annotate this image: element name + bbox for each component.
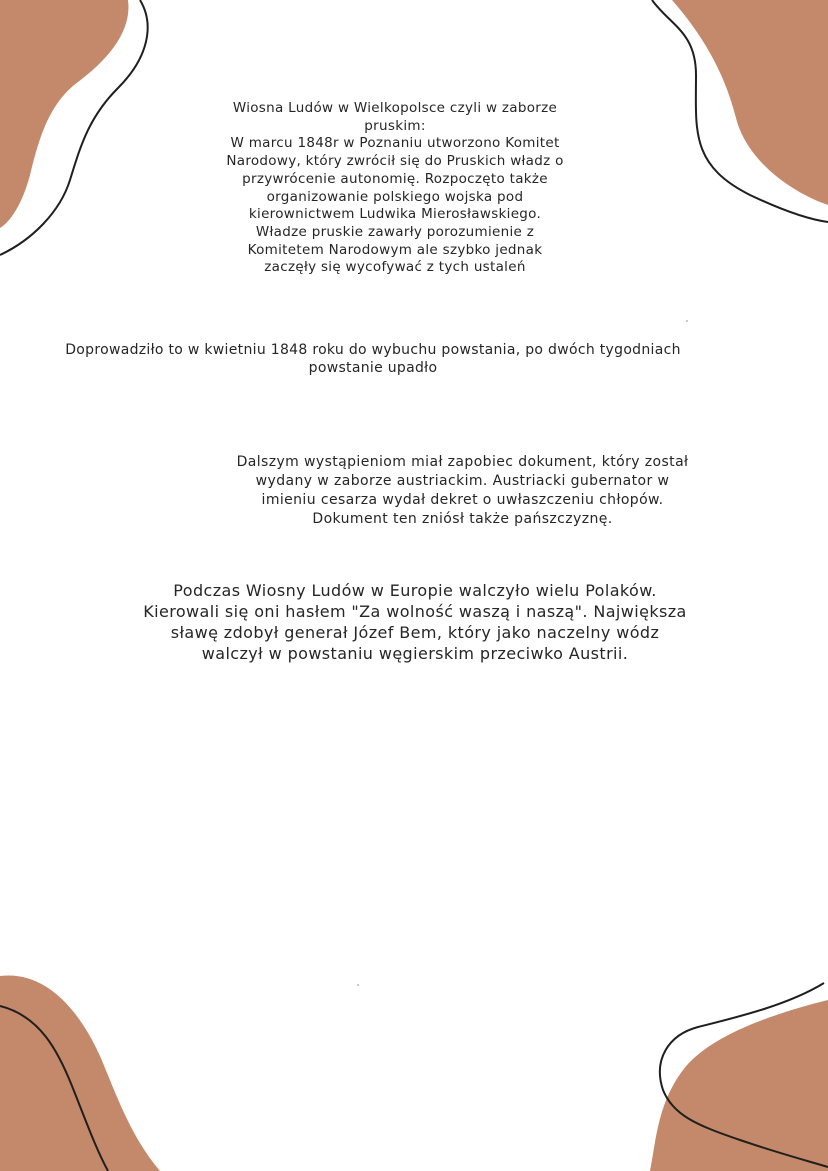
text-line: kierownictwem Ludwika Mierosławskiego. [248, 206, 542, 223]
corner-decoration-bottom-left [0, 961, 180, 1171]
corner-decoration-bottom-right [648, 975, 828, 1171]
text-line: Narodowy, który zwrócił się do Pruskich władz o [226, 153, 564, 170]
paragraph-prussian-partition [175, 100, 615, 277]
text-line: sławę zdobył generał Józef Bem, który jako naczelny wódz [170, 623, 660, 642]
corner-decoration-top-right [628, 0, 828, 240]
text-line: powstanie upadło [308, 360, 438, 376]
paragraph-europe [100, 580, 730, 664]
speck [357, 984, 359, 986]
text-line: organizowanie polskiego wojska pod [266, 188, 524, 205]
text-line: Władze pruskie zawarły porozumienie z [255, 223, 535, 240]
text-line: Wiosna Ludów w Wielkopolsce czyli w zaborze [232, 100, 558, 116]
text-line: Dalszym wystąpieniom miał zapobiec dokument, który został [236, 454, 689, 470]
paragraph-austrian-partition [190, 453, 735, 529]
text-line: pruskim: [364, 117, 426, 134]
text-line: zaczęły się wycofywać z tych ustaleń [264, 259, 526, 276]
text-line: Kierowali się oni hasłem "Za wolność waszą i naszą". Największa [143, 602, 687, 621]
corner-decoration-top-left [0, 0, 170, 270]
text-line: Komitetem Narodowym ale szybko jednak [247, 241, 543, 258]
text-line: walczył w powstaniu węgierskim przeciwko Austrii. [201, 644, 629, 663]
paragraph-uprising [8, 341, 738, 377]
text-line: wydany w zaborze austriackim. Austriacki gubernator w [255, 473, 670, 489]
text-line: przywrócenie autonomię. Rozpoczęto także [242, 170, 548, 187]
blob-shape [650, 1000, 828, 1171]
text-line: Doprowadziło to w kwietniu 1848 roku do wybuchu powstania, po dwóch tygodniach [65, 342, 681, 358]
speck [686, 320, 688, 322]
text-line: Podczas Wiosny Ludów w Europie walczyło wielu Polaków. [173, 581, 657, 600]
text-line: Dokument ten zniósł także pańszczyznę. [312, 511, 613, 527]
text-line: imieniu cesarza wydał dekret o uwłaszczeniu chłopów. [261, 492, 664, 508]
blob-shape [0, 975, 160, 1171]
text-line: W marcu 1848r w Poznaniu utworzono Komitet [230, 135, 560, 152]
